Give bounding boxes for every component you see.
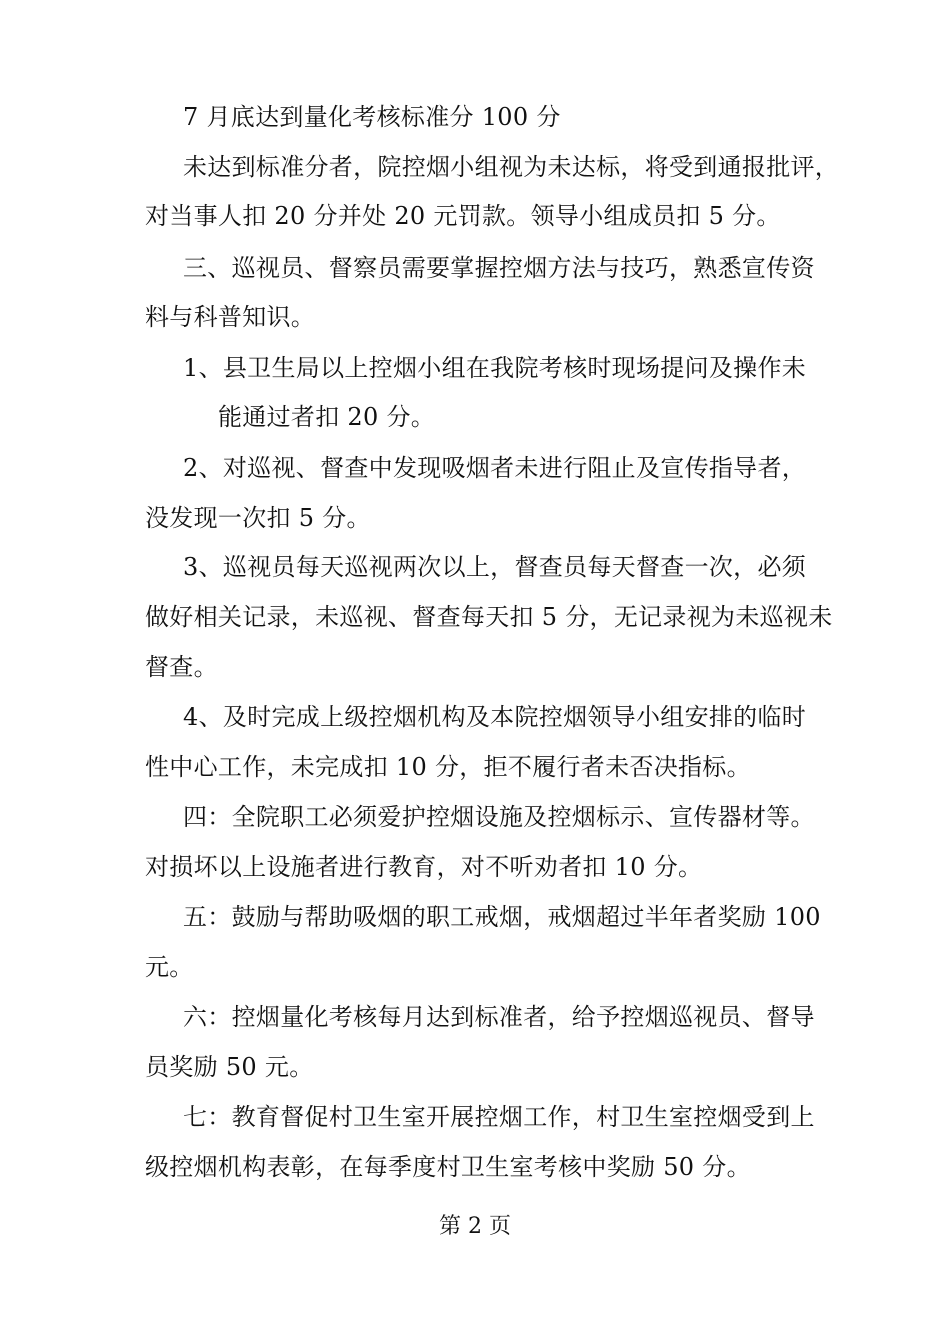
text-line: 对损坏以上设施者进行教育，对不听劝者扣 10 分。 xyxy=(145,853,703,881)
text-line: 7 月底达到量化考核标准分 100 分 xyxy=(183,103,561,131)
text-line: 元。 xyxy=(145,953,194,981)
text-line: 1、县卫生局以上控烟小组在我院考核时现场提问及操作未 xyxy=(183,354,807,382)
text-line: 料与科普知识。 xyxy=(145,303,316,331)
text-line: 性中心工作，未完成扣 10 分，拒不履行者未否决指标。 xyxy=(145,753,751,781)
text-line: 级控烟机构表彰，在每季度村卫生室考核中奖励 50 分。 xyxy=(145,1153,751,1181)
text-line: 能通过者扣 20 分。 xyxy=(218,403,436,431)
text-line: 4、及时完成上级控烟机构及本院控烟领导小组安排的临时 xyxy=(183,703,807,731)
text-line: 未达到标准分者，院控烟小组视为未达标，将受到通报批评， xyxy=(183,153,840,181)
text-line: 七：教育督促村卫生室开展控烟工作，村卫生室控烟受到上 xyxy=(183,1103,815,1131)
text-line: 五：鼓励与帮助吸烟的职工戒烟，戒烟超过半年者奖励 100 xyxy=(183,903,821,931)
text-line: 六：控烟量化考核每月达到标准者，给予控烟巡视员、督导 xyxy=(183,1003,815,1031)
text-line: 督查。 xyxy=(145,653,218,681)
text-line: 做好相关记录，未巡视、督查每天扣 5 分，无记录视为未巡视未 xyxy=(145,603,833,631)
text-line: 没发现一次扣 5 分。 xyxy=(145,504,371,532)
text-line: 三、巡视员、督察员需要掌握控烟方法与技巧，熟悉宣传资 xyxy=(183,254,815,282)
text-line: 对当事人扣 20 分并处 20 元罚款。领导小组成员扣 5 分。 xyxy=(145,202,781,230)
text-line: 四：全院职工必须爱护控烟设施及控烟标示、宣传器材等。 xyxy=(183,803,815,831)
text-line: 2、对巡视、督查中发现吸烟者未进行阻止及宣传指导者， xyxy=(183,454,807,482)
text-line: 员奖励 50 元。 xyxy=(145,1053,314,1081)
text-line: 3、巡视员每天巡视两次以上，督查员每天督查一次，必须 xyxy=(183,553,807,581)
page-number: 第 2 页 xyxy=(439,1214,511,1239)
